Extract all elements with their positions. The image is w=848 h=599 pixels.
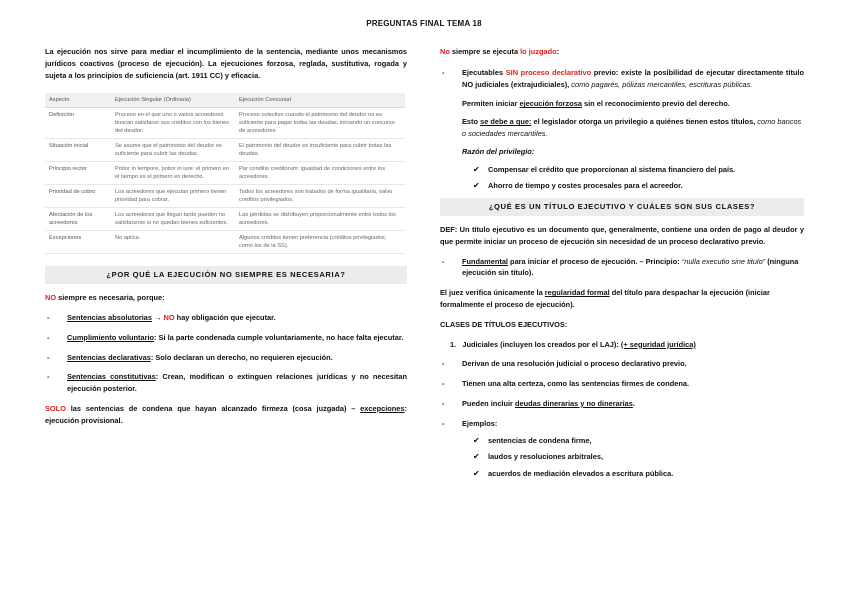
list-item: - Ejecutables SIN proceso declarativo previo: existe la posibilidad de ejecutar directamente título NO judiciales (extrajudiciales), como pagarés, pólizas mercantiles, escrituras públicas.	[442, 67, 804, 89]
list-item: ✔ laudos y resoluciones arbitrales,	[473, 452, 604, 462]
exceptions-term: excepciones	[360, 403, 405, 413]
table-cell: Prioridad de cobro	[45, 185, 111, 208]
reasons-list	[45, 312, 407, 395]
list-item: ✔ Ahorro de tiempo y costes procesales para el acreedor.	[473, 181, 683, 191]
table-row	[45, 208, 405, 231]
table-cell: Se asume que el patrimonio del deudor es suficiente para cubrir las deudas.	[111, 139, 235, 162]
table-cell: Algunos créditos tienen preferencia (créditos privilegiados, como los de la SS).	[235, 231, 405, 254]
left-column	[45, 46, 407, 427]
definition: DEF: Un título ejecutivo es un documento que, generalmente, contiene una orden de pago al deudor y que permite iniciar un proceso de ejecución sin necesidad de un proceso declarativo previo.	[440, 224, 804, 246]
table-row	[45, 108, 405, 139]
table-header: Ejecución Concursal	[235, 93, 405, 108]
table-cell: Los acreedores que llegan tarde pueden no satisfacerse si no quedan bienes suficientes.	[111, 208, 235, 231]
class-item: 1. Judiciales (incluyen los creados por el LAJ): (+ seguridad jurídica)	[450, 339, 696, 349]
comparison-table	[45, 93, 405, 254]
list-item: - Fundamental para iniciar el proceso de ejecución. – Principio: “nulla executio sine titulo” (ninguna ejecución sin título).	[442, 256, 799, 278]
item-text: : Crean, modifican o extinguen relaciones jurídicas y no necesitan ejecución posterior.	[67, 372, 407, 394]
table-cell: Definición	[45, 108, 111, 139]
list-item: - Ejemplos:	[442, 418, 498, 428]
item-text: : Solo declaran un derecho, no requieren ejecución.	[150, 352, 333, 362]
table-cell: Afectación de los acreedores	[45, 208, 111, 231]
paragraph: Esto se debe a que: el legislador otorga un privilegio a quiénes tienen estos títulos, como bancos o sociedades mercantiles.	[462, 117, 802, 138]
list-item: - Pueden incluir deudas dinerarias y no dinerarias.	[442, 398, 635, 408]
section-heading: ¿POR QUÉ LA EJECUCIÓN NO SIEMPRE ES NECESARIA?	[45, 266, 407, 284]
arrow: →	[152, 312, 164, 322]
list-item: ✔ Compensar el crédito que proporcionan al sistema financiero del país.	[473, 164, 736, 174]
table-header-row	[45, 93, 405, 108]
check-icon: ✔	[473, 181, 480, 191]
table-header: Ejecución Singular (Ordinaria)	[111, 93, 235, 108]
check-icon: ✔	[473, 452, 480, 462]
paragraph: Permiten iniciar ejecución forzosa sin el reconocimiento previo del derecho.	[462, 99, 730, 109]
table-cell: El patrimonio del deudor es insuficiente para cubrir todas las deudas.	[235, 139, 405, 162]
reason-label: Razón del privilegio:	[462, 146, 535, 156]
list-item: - Tienen una alta certeza, como las sentencias firmes de condena.	[442, 379, 690, 389]
table-cell: Proceso en el que uno o varios acreedores buscan satisfacer sus créditos con los bienes del deudor.	[111, 108, 235, 139]
judicial-list	[440, 358, 804, 429]
page-title: PREGUNTAS FINAL TEMA 18	[366, 19, 482, 28]
item-text: hay obligación que ejecutar.	[174, 312, 276, 322]
table-cell: Proceso colectivo cuando el patrimonio del deudor no es suficiente para pagar todas las deudas, iniciando un concurso de acreedores.	[235, 108, 405, 139]
term: Sentencias declarativas	[67, 352, 151, 362]
list-item: - Sentencias declarativas: Solo declaran un derecho, no requieren ejecución.	[47, 352, 333, 362]
examples-checklist	[440, 435, 804, 480]
term: Sentencias absolutorias	[67, 312, 153, 322]
list-item: - Sentencias absolutorias → NO hay obligación que ejecutar.	[47, 312, 276, 322]
solo-highlight: SOLO	[45, 403, 66, 413]
table-row	[45, 162, 405, 185]
list-item: - Derivan de una resolución judicial o proceso declarativo previo.	[442, 359, 687, 369]
check-icon: ✔	[473, 469, 480, 479]
term: Cumplimiento voluntario	[67, 332, 155, 342]
judge-paragraph: El juez verifica únicamente la regularidad formal del título para despachar la ejecución (iniciar formalmente el proceso de ejecución).	[440, 288, 770, 309]
reasons-checklist	[440, 164, 804, 193]
table-cell: Todos los acreedores son tratados de forma igualitaria, salvo créditos privilegiados.	[235, 185, 405, 208]
right-column	[440, 46, 804, 485]
table-cell: No aplica.	[111, 231, 235, 254]
right-lead: No siempre se ejecuta lo juzgado:	[440, 47, 560, 56]
fundamental-list	[440, 256, 804, 280]
table-row	[45, 139, 405, 162]
term: Sentencias constitutivas	[67, 372, 156, 382]
intro-paragraph: La ejecución nos sirve para mediar el incumplimiento de la sentencia, mediante unos mecanismos jurídicos coactivos (proceso de ejecución). La ejecuciones forzosa, reglada, sustitutiva, rogada y sujeta a los principios de suficiencia (art. 1911 CC) y eficacia.	[45, 47, 407, 80]
lead-line	[45, 292, 407, 304]
section-heading: ¿QUÉ ES UN TÍTULO EJECUTIVO Y CUÁLES SON SUS CLASES?	[440, 198, 804, 216]
solo-paragraph: SOLO las sentencias de condena que hayan alcanzado firmeza (cosa juzgada) – excepciones: ejecución provisional.	[45, 403, 407, 425]
table-cell: Potior in tempore, potior in iure: el primero en el tiempo es el primero en derecho.	[111, 162, 235, 185]
list-item: - Sentencias constitutivas: Crean, modifican o extinguen relaciones jurídicas y no necesitan ejecución posterior.	[47, 372, 407, 394]
table-row	[45, 231, 405, 254]
table-row	[45, 185, 405, 208]
check-icon: ✔	[473, 164, 480, 174]
table-cell: Excepciones	[45, 231, 111, 254]
table-header: Aspecto	[45, 93, 111, 108]
list-item: - Cumplimiento voluntario: Si la parte condenada cumple voluntariamente, no hace falta ejecutar.	[47, 332, 404, 342]
classes-heading: CLASES DE TÍTULOS EJECUTIVOS:	[440, 319, 568, 329]
list-item: ✔ sentencias de condena firme,	[473, 435, 592, 445]
no-highlight: NO	[163, 312, 175, 322]
table-cell: Las pérdidas se distribuyen proporcionalmente entre todos los acreedores.	[235, 208, 405, 231]
lead-text: siempre es necesaria, porque:	[56, 293, 165, 303]
table-cell: Par conditio creditorum: igualdad de condiciones entre los acreedores.	[235, 162, 405, 185]
item-text: : Si la parte condenada cumple voluntariamente, no hace falta ejecutar.	[154, 332, 404, 342]
no-highlight: NO	[45, 293, 57, 303]
table-cell: Los acreedores que ejecutan primero tienen prioridad para cobrar.	[111, 185, 235, 208]
check-icon: ✔	[473, 435, 480, 445]
table-cell: Situación inicial	[45, 139, 111, 162]
table-cell: Principio rector	[45, 162, 111, 185]
list-item: ✔ acuerdos de mediación elevados a escritura pública.	[473, 469, 674, 479]
executable-list	[440, 67, 804, 91]
